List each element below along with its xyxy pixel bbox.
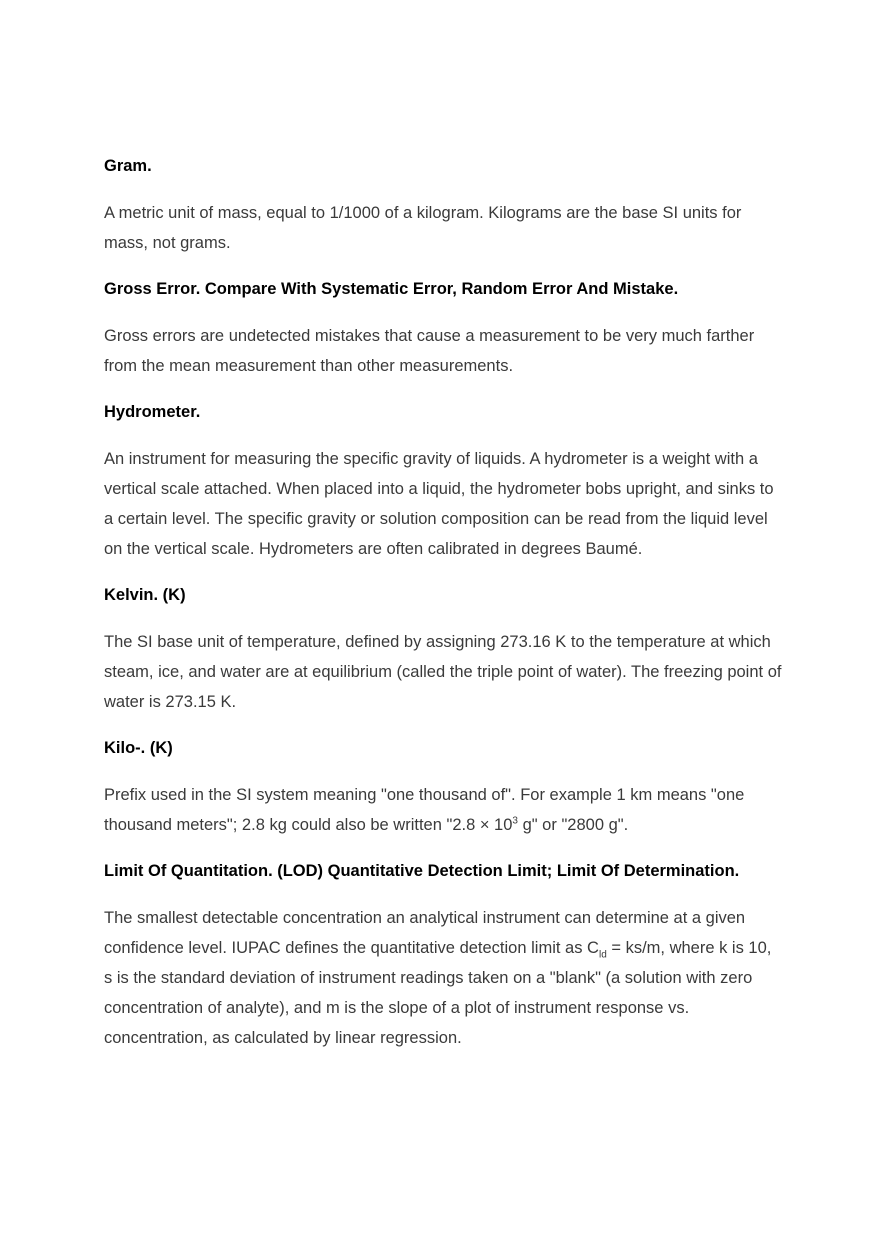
term-heading: Gross Error. Compare With Systematic Error, Random Error And Mistake. — [104, 280, 679, 298]
term-heading: Gram. — [104, 157, 152, 175]
term-definition: The SI base unit of temperature, defined by assigning 273.16 K to the temperature at which steam, ice, and water are at equilibrium (called the triple point of water). The freezing point of water is 273.15 K. — [104, 633, 782, 711]
term-definition — [104, 903, 784, 1053]
term-heading: Hydrometer. — [104, 403, 201, 421]
definition-text: The smallest detectable concentration an analytical instrument can determine at a given confidence level. IUPAC defines the quantitative detection limit as C — [104, 909, 746, 957]
term-definition: Gross errors are undetected mistakes that cause a measurement to be very much farther from the mean measurement than other measurements. — [104, 327, 755, 375]
superscript: 3 — [512, 815, 518, 827]
term-definition — [104, 780, 784, 840]
term-definition: A metric unit of mass, equal to 1/1000 of a kilogram. Kilograms are the base SI units for mass, not grams. — [104, 204, 742, 252]
definition-text: Prefix used in the SI system meaning "one thousand of". For example 1 km means "one thousand meters"; 2.8 kg could also be written "2.8 × 10 — [104, 786, 745, 834]
definition-text: = ks/m, where k is 10, s is the standard deviation of instrument readings taken on a "blank" (a solution with zero concentration of analyte), and m is the slope of a plot of instrument response vs. concentration, as calculated by linear regression. — [104, 939, 772, 1047]
definition-text: g" or "2800 g". — [517, 816, 629, 834]
term-heading: Kilo-. (K) — [104, 739, 173, 757]
glossary-page — [104, 152, 784, 1070]
term-definition: An instrument for measuring the specific gravity of liquids. A hydrometer is a weight with a vertical scale attached. When placed into a liquid, the hydrometer bobs upright, and sinks to a certain level. The specific gravity or solution composition can be read from the liquid level on the vertical scale. Hydrometers are often calibrated in degrees Baumé. — [104, 450, 774, 558]
term-heading: Kelvin. (K) — [104, 586, 186, 604]
subscript: ld — [598, 949, 607, 961]
term-heading: Limit Of Quantitation. (LOD) Quantitative Detection Limit; Limit Of Determination. — [104, 862, 740, 880]
